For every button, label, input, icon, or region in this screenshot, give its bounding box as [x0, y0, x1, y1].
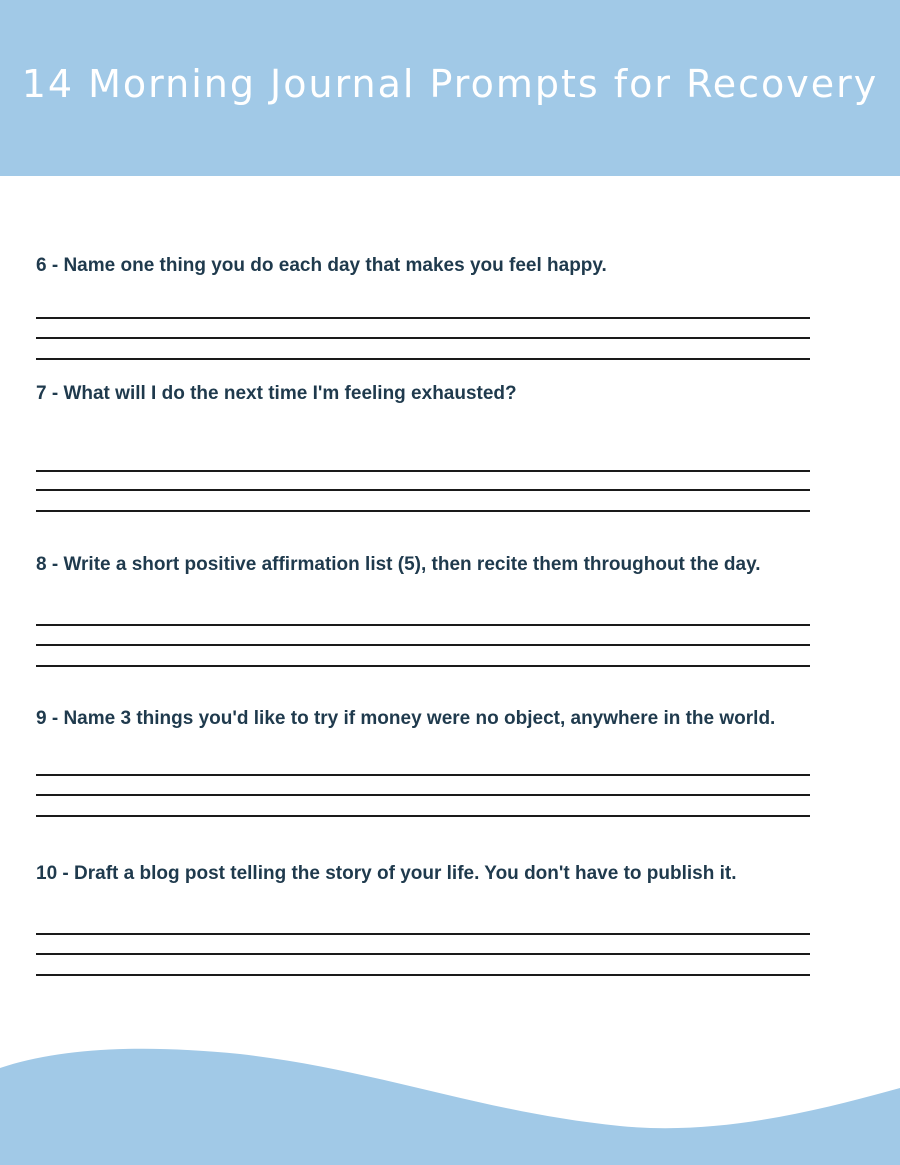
answer-line[interactable] [36, 317, 810, 319]
answer-line[interactable] [36, 337, 810, 339]
answer-line[interactable] [36, 644, 810, 646]
footer-wave [0, 1030, 900, 1165]
answer-line[interactable] [36, 665, 810, 667]
answer-line[interactable] [36, 794, 810, 796]
prompt-text: 8 - Write a short positive affirmation list (5), then recite them throughout the day. [36, 554, 761, 575]
answer-line[interactable] [36, 510, 810, 512]
answer-line[interactable] [36, 489, 810, 491]
answer-line[interactable] [36, 815, 810, 817]
answer-line[interactable] [36, 953, 810, 955]
answer-line[interactable] [36, 358, 810, 360]
prompt-text: 9 - Name 3 things you'd like to try if money were no object, anywhere in the world. [36, 708, 776, 729]
prompt-text: 6 - Name one thing you do each day that makes you feel happy. [36, 255, 607, 276]
answer-line[interactable] [36, 470, 810, 472]
answer-line[interactable] [36, 774, 810, 776]
answer-line[interactable] [36, 933, 810, 935]
answer-line[interactable] [36, 624, 810, 626]
prompt-text: 7 - What will I do the next time I'm feeling exhausted? [36, 383, 517, 404]
prompt-text: 10 - Draft a blog post telling the story of your life. You don't have to publish it. [36, 863, 737, 884]
page-title: 14 Morning Journal Prompts for Recovery [21, 62, 879, 106]
answer-line[interactable] [36, 974, 810, 976]
